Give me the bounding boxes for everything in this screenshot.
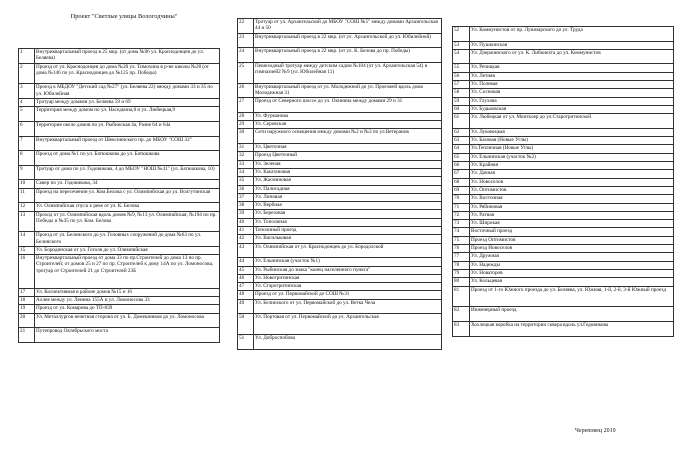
row-number: 26 — [238, 83, 254, 98]
table-row — [238, 218, 442, 226]
row-number: 40 — [238, 218, 254, 226]
table-row — [453, 162, 674, 170]
row-number: 64 — [453, 145, 470, 153]
street-description: Ул. Зеленая — [254, 160, 442, 168]
city-year-footer: Череповец 2019 — [575, 428, 616, 434]
street-description: Проезд от 1-го Южного проезда до ул. Беляева, ул. Южная, 1-й, 2-й, 3-й Южный проезд — [470, 286, 674, 307]
table-row — [238, 193, 442, 201]
row-number: 56 — [453, 72, 470, 80]
street-description: Ул. Новогритинская — [254, 274, 442, 282]
street-description: Тротуар от ул. Архангельской до МБОУ "СОШ №5" между домами Архангельская 44 и 50 — [254, 19, 442, 34]
street-description: Ул. Тополиная — [254, 218, 442, 226]
row-number: 8 — [19, 151, 35, 166]
row-number: 55 — [453, 64, 470, 72]
table-row — [19, 255, 220, 289]
table-row — [19, 99, 220, 107]
table-row — [19, 84, 220, 99]
table-row — [238, 185, 442, 193]
row-number: 2 — [19, 63, 35, 84]
row-number: 14 — [19, 232, 35, 247]
table-row — [238, 335, 442, 350]
row-number: 59 — [453, 97, 470, 105]
street-description: Проезд на пересечении ул. Ком.Белова с ул. Олимпийская до ул. Волгутинская — [35, 188, 220, 203]
street-description: Аллея между ул. Ленина 155А и ул. Ломоносова 33 — [35, 297, 220, 305]
row-number: 53 — [453, 41, 470, 49]
street-description: Сети наружного освещения между домами №2 и №3 по ул.Ветеранов — [254, 129, 442, 144]
row-number: 22 — [238, 19, 254, 34]
row-number: 6 — [19, 121, 35, 136]
street-description: Тополиный проезд — [254, 227, 442, 235]
table-row — [19, 247, 220, 255]
street-description: Проезд от ул. Краснодонцев до дома №20 ул. Тимохина в р-не школы №28 (от дома №146 по ул. Краснодонцев до №125 пр. Победы) — [35, 63, 220, 84]
street-description: Внутриквартальный проезд в 25 мкр. (от дома №86 ул. Краснодонцев до ул. Беляева) — [35, 49, 220, 64]
street-description: Ул. Полевая — [470, 81, 674, 89]
row-number: 5 — [19, 107, 35, 122]
street-description: Ул. Ельнинская (участок №2) — [470, 153, 674, 161]
row-number: 34 — [238, 168, 254, 176]
street-description: Внутриквартальный проезд в 22 мкр. (от ул. Архангельской до ул. Юбилейной) — [254, 33, 442, 48]
row-number: 65 — [453, 153, 470, 161]
table-row — [453, 41, 674, 49]
street-description: Ул. Фурманова — [254, 112, 442, 120]
street-description: Ул. Доброспобова — [254, 335, 442, 350]
table-row — [238, 314, 442, 335]
row-number: 75 — [453, 236, 470, 244]
row-number: 24 — [238, 48, 254, 63]
street-description: Тротуар от дома по ул. Годовикова, 4 до МБОУ "НОШ №41" (ул. Батюшкова, 10) — [35, 165, 220, 180]
street-description: Ул. Надежды — [470, 261, 674, 269]
table-row — [19, 313, 220, 328]
table-row — [19, 151, 220, 166]
row-number: 27 — [238, 98, 254, 113]
row-number: 20 — [19, 313, 35, 328]
table-row — [453, 278, 674, 286]
street-description: Ул. Крайняя — [470, 162, 674, 170]
row-number: 69 — [453, 186, 470, 194]
table-row — [19, 288, 220, 296]
row-number: 63 — [453, 137, 470, 145]
table-row — [238, 160, 442, 168]
table-row — [19, 211, 220, 232]
row-number: 58 — [453, 89, 470, 97]
street-description: Проезд Оптимистов — [470, 236, 674, 244]
table-row — [238, 243, 442, 258]
table-row — [453, 81, 674, 89]
row-number: 32 — [238, 152, 254, 160]
table-row — [238, 98, 442, 113]
table-row — [19, 188, 220, 203]
street-description: Ул. Кольцевая — [470, 278, 674, 286]
table-row — [453, 211, 674, 219]
street-description: Ул. Бородинская от ул. Гоголя до ул. Олимпийская — [35, 247, 220, 255]
table-row — [453, 49, 674, 64]
row-number: 36 — [238, 185, 254, 193]
table-row — [453, 178, 674, 186]
street-description: Ул. Каштановая — [254, 168, 442, 176]
streets-table-column-2 — [237, 18, 442, 350]
table-row — [238, 112, 442, 120]
street-description: Ул. Восточная — [470, 195, 674, 203]
street-description: Проезд к МБДОУ "Детский сад №27" (ул. Беляева 22) между домами 33 и 35 по ул. Юбилейная — [35, 84, 220, 99]
table-row — [453, 97, 674, 105]
row-number: 18 — [19, 297, 35, 305]
row-number: 45 — [238, 266, 254, 274]
street-description: Ул. Коллективная в районе домов №15 и 16 — [35, 288, 220, 296]
street-description: Ул. Летняя — [470, 72, 674, 80]
street-description: Ул. Липовая — [254, 193, 442, 201]
row-number: 3 — [19, 84, 35, 99]
street-description: Проезд Цветочный — [254, 152, 442, 160]
table-row — [19, 180, 220, 188]
street-description: Ул. Рыбинская до знака "конец населенного пункта" — [254, 266, 442, 274]
table-row — [238, 177, 442, 185]
table-row — [238, 283, 442, 291]
row-number: 68 — [453, 178, 470, 186]
table-row — [453, 153, 674, 161]
street-description: Проезд от ул. Первомайской до СОШ №31 — [254, 291, 442, 299]
street-description: Ул.Тепличная (Новые Углы) — [470, 145, 674, 153]
row-number: 17 — [19, 288, 35, 296]
street-description: Инженерный проезд — [470, 307, 674, 322]
row-number: 46 — [238, 274, 254, 282]
street-description: Ул. Рябиновая — [470, 203, 674, 211]
row-number: 44 — [238, 258, 254, 266]
street-description: Ул. Дзержинского от ул. К. Либкнехта до ул. Коммунистов — [470, 49, 674, 64]
row-number: 79 — [453, 269, 470, 277]
row-number: 80 — [453, 278, 470, 286]
table-row — [19, 297, 220, 305]
table-row — [19, 165, 220, 180]
street-description: Проход от ул. Олимпийская вдоль домов №9, №13 ул. Олимпийская; №194 по пр. Победы и №35 по ул. Ком. Белова — [35, 211, 220, 232]
table-row — [238, 168, 442, 176]
street-description: Проезд от дома №1 по ул. Батюшкова до ул. Батюшкова — [35, 151, 220, 166]
table-row — [453, 261, 674, 269]
row-number: 7 — [19, 136, 35, 151]
row-number: 49 — [238, 299, 254, 314]
streets-table-column-3 — [452, 26, 674, 337]
table-row — [453, 89, 674, 97]
table-row — [19, 232, 220, 247]
street-description: Ул. Будьковская — [470, 105, 674, 113]
table-row — [453, 286, 674, 307]
table-row — [453, 72, 674, 80]
street-description: Пешеходный тротуар между детским садом №104 (от ул. Архангельская 54) и гимназией2 №9 (ул. Юбилейная 11) — [254, 62, 442, 83]
table-row — [238, 129, 442, 144]
row-number: 73 — [453, 220, 470, 228]
street-description: Ул. Луковецкая — [470, 128, 674, 136]
table-row — [453, 203, 674, 211]
street-description: Проезд от ул. Комарова до ТП-839 — [35, 305, 220, 313]
row-number: 54 — [453, 49, 470, 64]
street-description: Территория между домом по ул. Наседкина,8 и ул. Любецкая,9 — [35, 107, 220, 122]
street-description: Ул. Олимпийская от ул. Краснодонцев до ул. Бородолской — [254, 243, 442, 258]
streets-table-column-1 — [18, 48, 220, 343]
row-number: 57 — [453, 81, 470, 89]
row-number: 21 — [19, 328, 35, 343]
street-description: Ул. Вербная — [254, 202, 442, 210]
table-row — [238, 202, 442, 210]
table-row — [238, 235, 442, 243]
street-description: Ул. Оптимистов — [470, 186, 674, 194]
table-row — [453, 220, 674, 228]
row-number: 43 — [238, 243, 254, 258]
table-row — [19, 203, 220, 211]
row-number: 25 — [238, 62, 254, 83]
street-description: Территория около домов по ул. Рыбинская 4а, Разне 64 и 64а — [35, 121, 220, 136]
street-description: Внутриквартальный проезд от дома 33 по пр.Строителей до дома 13 по пр. Строителей; от домов 25 и 27 по пр. Строителей к дому 14А по ул. Ломоносова, тротуар от Строителей 21 до Строителей 23Б — [35, 255, 220, 289]
table-row — [453, 186, 674, 194]
row-number: 72 — [453, 211, 470, 219]
table-row — [453, 114, 674, 129]
row-number: 47 — [238, 283, 254, 291]
row-number: 37 — [238, 193, 254, 201]
table-row — [19, 136, 220, 151]
table-row — [238, 210, 442, 218]
street-description: Ул. Речицкая — [470, 64, 674, 72]
row-number: 52 — [453, 27, 470, 42]
street-description: Ул. Портовая от ул. Первомайской до ул. Архангельская — [254, 314, 442, 335]
row-number: 38 — [238, 202, 254, 210]
table-row — [453, 321, 674, 336]
street-description: Ул. Любецкая от ул. Монтклер до ул.Старогритинской — [470, 114, 674, 129]
table-row — [238, 19, 442, 34]
table-row — [453, 145, 674, 153]
row-number: 19 — [19, 305, 35, 313]
street-description: Тротуар между домами ул. Беляева 59 и 69 — [35, 99, 220, 107]
row-number: 66 — [453, 162, 470, 170]
table-row — [238, 62, 442, 83]
table-row — [453, 105, 674, 113]
row-number: 33 — [238, 160, 254, 168]
row-number: 4 — [19, 99, 35, 107]
row-number: 10 — [19, 180, 35, 188]
street-description: Ул. Дружная — [470, 253, 674, 261]
street-description: Ул. Березовая — [254, 210, 442, 218]
street-description: Восточный проезд — [470, 228, 674, 236]
table-row — [453, 64, 674, 72]
row-number: 1 — [19, 49, 35, 64]
street-description: Ул. Новаторов — [470, 269, 674, 277]
table-row — [453, 27, 674, 42]
table-row — [19, 328, 220, 343]
street-description: Ул. Металлургов нечетная сторона от ул. Б. Домешников до ул. Ломоносова — [35, 313, 220, 328]
street-description: Проезд от ул. Белинского до ул. Головных сооружений до дома №63 по ул. Белинского — [35, 232, 220, 247]
row-number: 74 — [453, 228, 470, 236]
row-number: 30 — [238, 129, 254, 144]
row-number: 71 — [453, 203, 470, 211]
row-number: 13 — [19, 211, 35, 232]
street-description: Проезд от Северного шоссе до ул. Окинина между домами 29 и 31 — [254, 98, 442, 113]
street-description: Ул. Ельнинская (участок №1) — [254, 258, 442, 266]
table-row — [238, 144, 442, 152]
row-number: 31 — [238, 144, 254, 152]
row-number: 48 — [238, 291, 254, 299]
street-description: Ул. Олимпийская спуск к реке от ул. К. Белова — [35, 203, 220, 211]
table-row — [238, 48, 442, 63]
table-row — [238, 258, 442, 266]
row-number: 28 — [238, 112, 254, 120]
table-row — [453, 236, 674, 244]
table-row — [238, 291, 442, 299]
street-description: Ул. Белинского от ул. Первомайской до ул. Ветка Чела — [254, 299, 442, 314]
row-number: 81 — [453, 286, 470, 307]
street-description: Внутриквартальный проезд от Шекснинского пр. до МБОУ "СОШ 32" — [35, 136, 220, 151]
street-description: Ул. Сосновая — [470, 89, 674, 97]
street-description: Внутриквартальный проезд в 22 мкр. (от ул. К. Белова до пр. Победы) — [254, 48, 442, 63]
row-number: 16 — [19, 255, 35, 289]
row-number: 23 — [238, 33, 254, 48]
table-row — [238, 274, 442, 282]
street-description: Ул. Васильковая — [254, 235, 442, 243]
street-description: Хохлецкая коробка на территории сквера вдоль ул.Годовикова — [470, 321, 674, 336]
street-description: Ул. Глухова — [470, 97, 674, 105]
table-row — [19, 49, 220, 64]
table-row — [453, 170, 674, 178]
row-number: 70 — [453, 195, 470, 203]
street-description: Ул. Пушкинская — [470, 41, 674, 49]
row-number: 76 — [453, 245, 470, 253]
row-number: 9 — [19, 165, 35, 180]
table-row — [453, 195, 674, 203]
row-number: 12 — [19, 203, 35, 211]
table-row — [238, 83, 442, 98]
table-row — [453, 128, 674, 136]
street-description: Ул. Базовая (Новые Углы) — [470, 137, 674, 145]
table-row — [238, 33, 442, 48]
table-row — [453, 228, 674, 236]
row-number: 29 — [238, 121, 254, 129]
table-row — [453, 269, 674, 277]
row-number: 41 — [238, 227, 254, 235]
row-number: 35 — [238, 177, 254, 185]
table-row — [19, 63, 220, 84]
table-row — [453, 245, 674, 253]
street-description: Ул. Старогритинская — [254, 283, 442, 291]
street-description: Ул. Серовская — [254, 121, 442, 129]
table-row — [453, 137, 674, 145]
row-number: 82 — [453, 307, 470, 322]
row-number: 77 — [453, 253, 470, 261]
row-number: 83 — [453, 321, 470, 336]
row-number: 61 — [453, 114, 470, 129]
table-row — [238, 121, 442, 129]
table-row — [19, 305, 220, 313]
street-description: Путепровод Октябрьского моста — [35, 328, 220, 343]
street-description: Ул. Широкая — [470, 220, 674, 228]
street-description: Ул. Новоселов — [470, 178, 674, 186]
table-row — [238, 299, 442, 314]
street-description: Сквер по ул. Годовикова, 34 — [35, 180, 220, 188]
row-number: 42 — [238, 235, 254, 243]
row-number: 60 — [453, 105, 470, 113]
row-number: 51 — [238, 335, 254, 350]
street-description: Ул. Ратная — [470, 211, 674, 219]
row-number: 67 — [453, 170, 470, 178]
street-description: Ул. Коммунистов от пр. Луначарского до ул. Труда — [470, 27, 674, 42]
table-row — [238, 266, 442, 274]
table-row — [19, 107, 220, 122]
row-number: 62 — [453, 128, 470, 136]
table-row — [453, 253, 674, 261]
street-description: Ул. Цветочная — [254, 144, 442, 152]
street-description: Проезд Новоселов — [470, 245, 674, 253]
row-number: 39 — [238, 210, 254, 218]
row-number: 78 — [453, 261, 470, 269]
table-row — [19, 121, 220, 136]
street-description: Ул. Дачная — [470, 170, 674, 178]
row-number: 15 — [19, 247, 35, 255]
row-number: 11 — [19, 188, 35, 203]
document-title: Проект "Светлые улицы Вологодчины" — [70, 13, 178, 20]
table-row — [238, 152, 442, 160]
street-description: Внутриквартальный проезд от ул. Молодежной до ул. Проезжей вдоль дома Молодежная 31 — [254, 83, 442, 98]
row-number: 50 — [238, 314, 254, 335]
street-description: Ул. Палисадная — [254, 185, 442, 193]
street-description: Ул. Жасминовая — [254, 177, 442, 185]
table-row — [453, 307, 674, 322]
table-row — [238, 227, 442, 235]
